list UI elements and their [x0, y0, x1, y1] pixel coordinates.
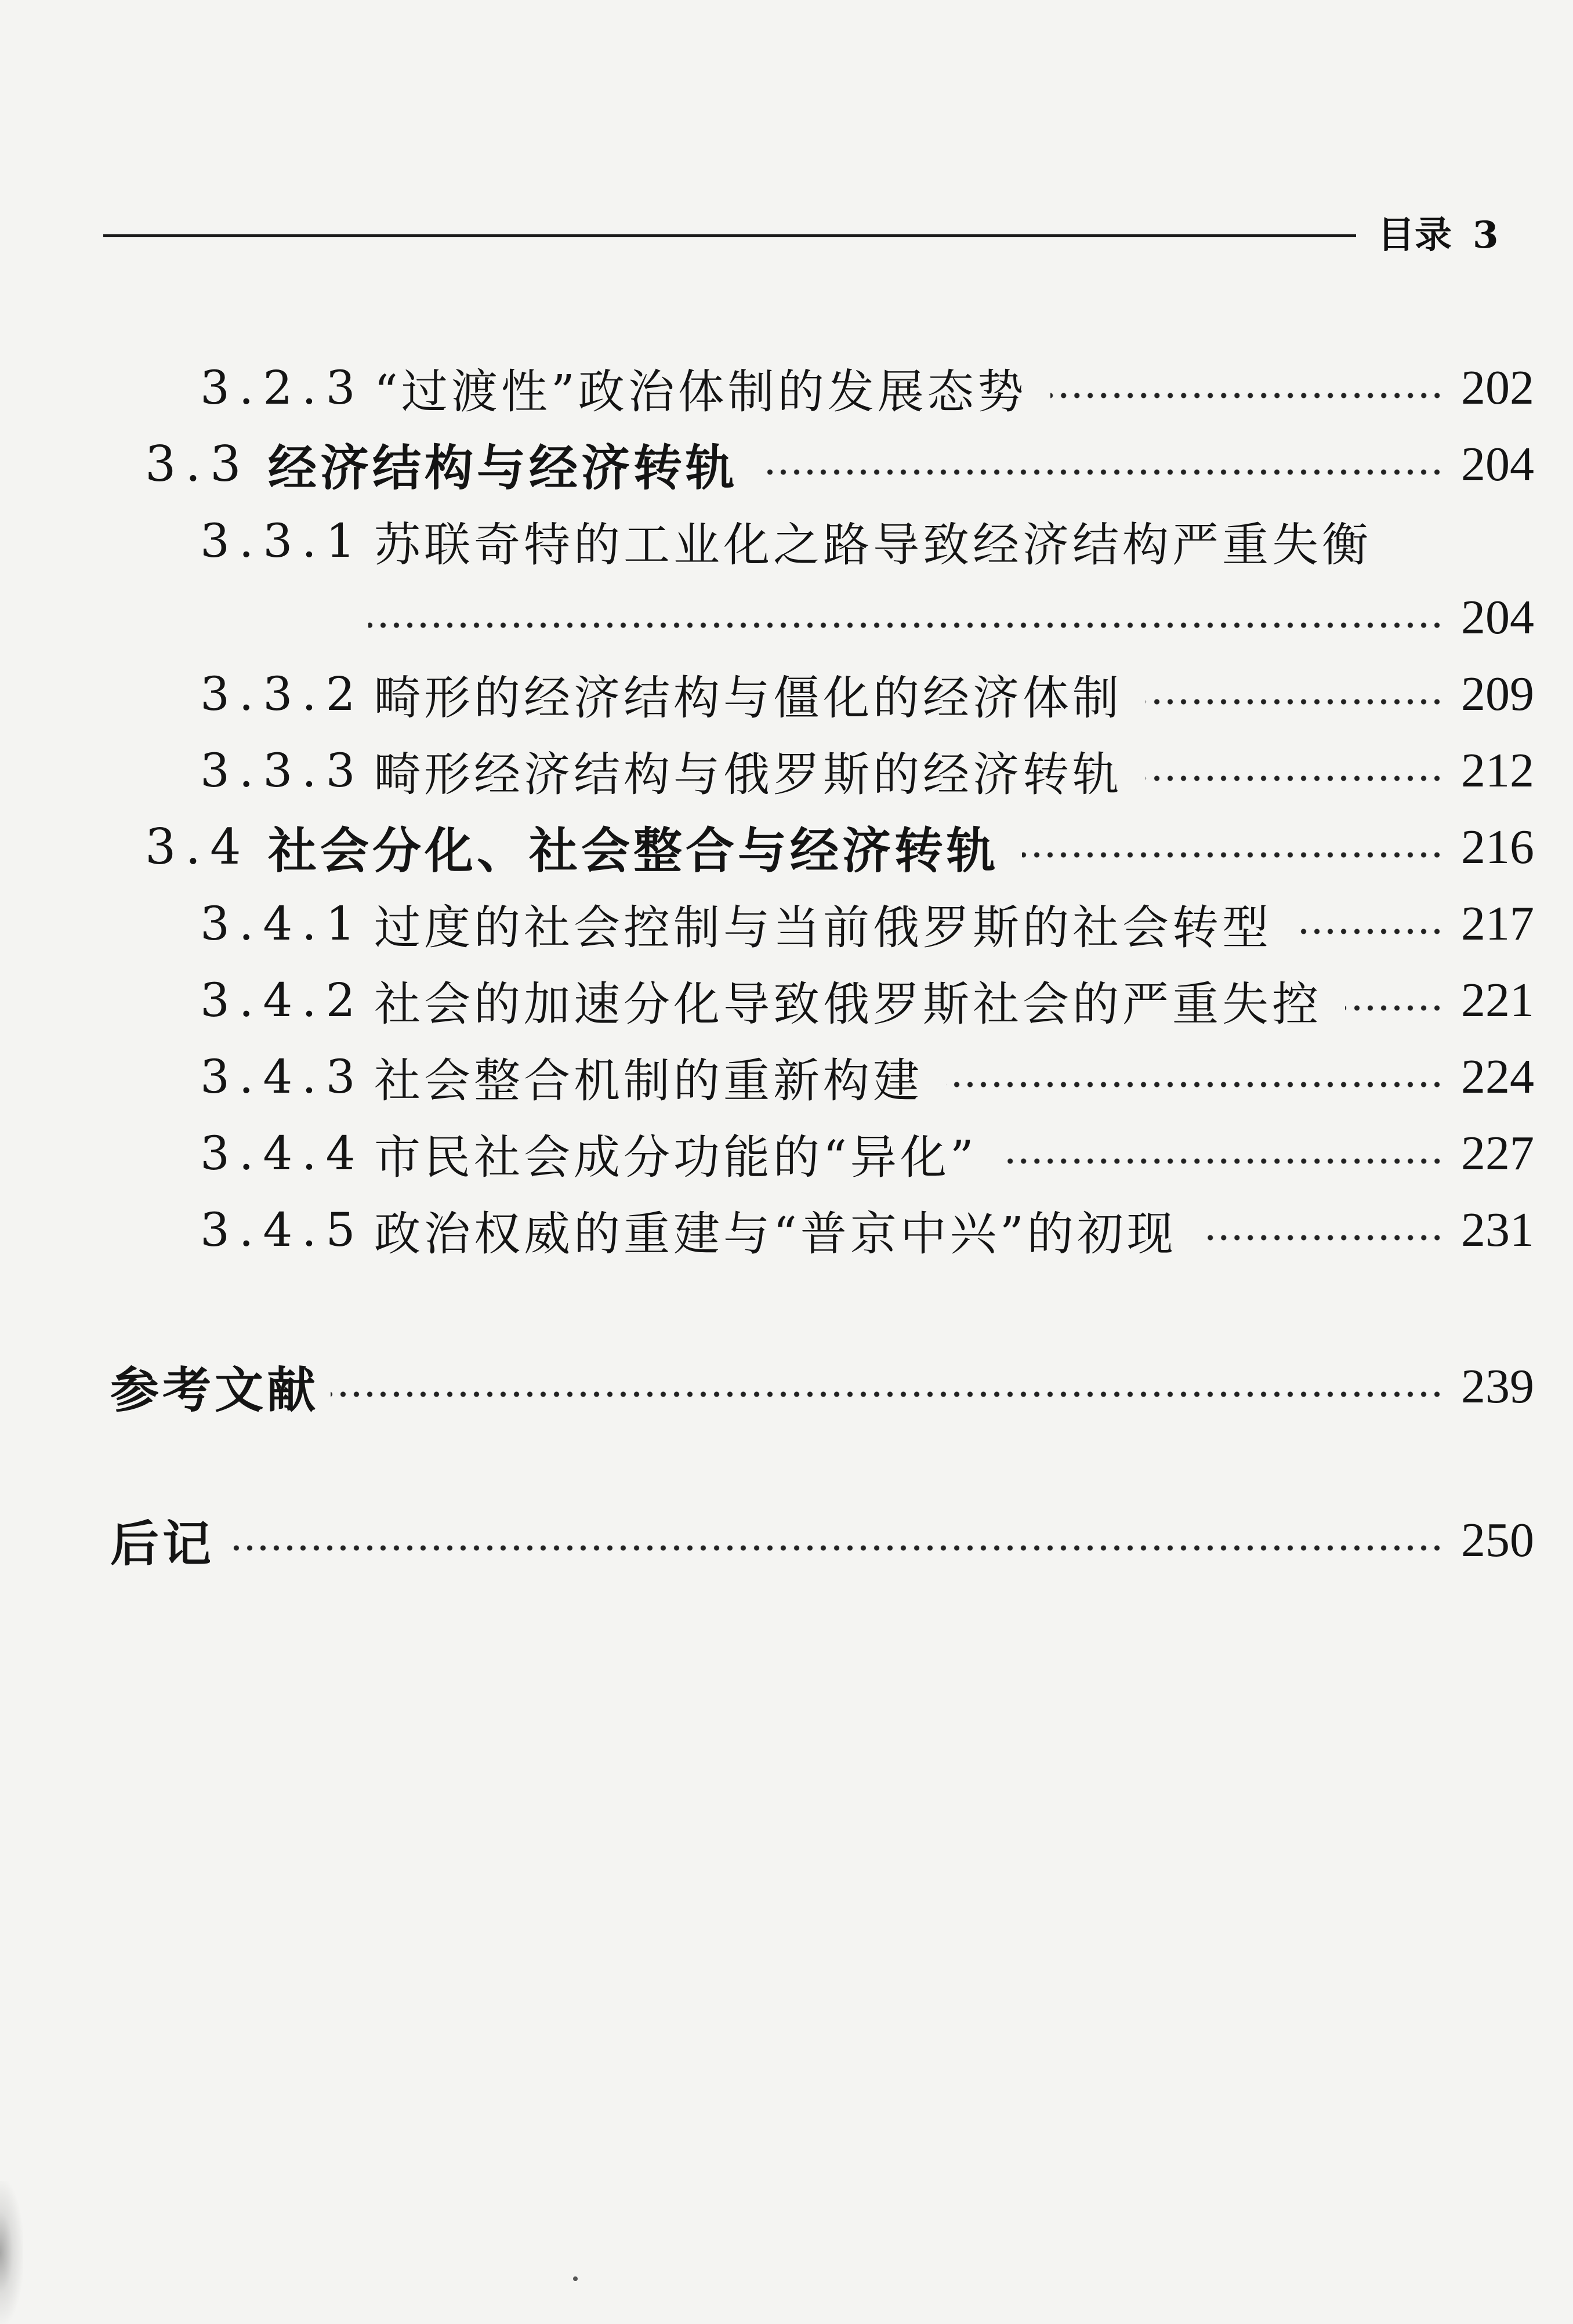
toc-entry-3-4-3[interactable]	[200, 1042, 1534, 1111]
toc-entry-page: 239	[1461, 1359, 1534, 1413]
toc-entry-page: 204	[1461, 590, 1534, 644]
toc-entry-number: 3.3.1	[200, 513, 365, 568]
toc-entry-number: 3.4.4	[200, 1126, 365, 1180]
header-rule	[103, 234, 1356, 237]
toc-entry-3-4-4[interactable]	[200, 1118, 1534, 1188]
toc-entry-title: 社会的加速分化导致俄罗斯社会的严重失控	[374, 977, 1322, 1031]
scan-edge-shadow	[0, 2181, 23, 2324]
toc-entry-3-4-5[interactable]	[200, 1195, 1534, 1264]
toc-entry-page: 204	[1461, 437, 1534, 491]
toc-entry-page: 250	[1461, 1513, 1534, 1567]
toc-entry-title: 社会整合机制的重新构建	[374, 1053, 923, 1108]
toc-entry-number: 3.3	[145, 436, 251, 492]
dot-leader	[1050, 393, 1444, 398]
toc-entry-page: 224	[1461, 1049, 1534, 1104]
toc-entry-title: 经济结构与经济转轨	[268, 439, 738, 496]
toc-entry-3-3-1-continuation[interactable]	[368, 582, 1534, 652]
toc-entry-3-3[interactable]	[145, 429, 1534, 499]
toc-entry-number: 3.2.3	[200, 360, 365, 415]
dot-leader	[331, 1391, 1444, 1397]
dot-leader	[1345, 1005, 1444, 1011]
toc-entry-number: 3.3.3	[200, 743, 365, 797]
toc-entry-3-4[interactable]	[145, 812, 1534, 882]
toc-entry-page: 212	[1461, 743, 1534, 797]
dot-leader	[1200, 1235, 1444, 1241]
toc-entry-title: 过度的社会控制与当前俄罗斯的社会转型	[374, 900, 1272, 955]
toc-entry-3-3-1[interactable]	[200, 506, 1534, 575]
dot-leader	[1022, 852, 1444, 858]
toc-entry-number: 3.4	[145, 818, 251, 875]
toc-entry-page: 217	[1461, 896, 1534, 951]
dot-leader	[368, 622, 1444, 628]
toc-entry-page: 227	[1461, 1126, 1534, 1180]
dot-leader	[1295, 929, 1444, 934]
dot-leader	[1146, 775, 1444, 781]
toc-entry-3-4-2[interactable]	[200, 965, 1534, 1035]
dot-leader	[761, 469, 1444, 475]
dot-leader	[1146, 699, 1444, 705]
dot-leader	[226, 1545, 1444, 1551]
toc-entry-title: 畸形经济结构与俄罗斯的经济转轨	[374, 747, 1122, 802]
toc-entry-page: 231	[1461, 1202, 1534, 1257]
toc-entry-3-3-2[interactable]	[200, 659, 1534, 728]
running-header-page: 3	[1473, 213, 1499, 257]
toc-entry-title: 市民社会成分功能的“异化”	[374, 1130, 977, 1184]
running-header	[1378, 215, 1499, 256]
toc-entry-postscript[interactable]	[110, 1505, 1534, 1575]
toc-entry-number: 3.4.1	[200, 896, 365, 951]
toc-entry-3-2-3[interactable]	[200, 353, 1534, 422]
toc-entry-title: “过渡性”政治体制的发展态势	[374, 364, 1027, 419]
toc-entry-number: 3.4.2	[200, 973, 365, 1027]
toc-entry-page: 209	[1461, 666, 1534, 721]
running-header-label: 目录	[1378, 214, 1452, 257]
toc-entry-page: 221	[1461, 973, 1534, 1027]
toc-entry-title: 后记	[110, 1515, 215, 1572]
toc-entry-title: 参考文献	[110, 1361, 320, 1419]
toc-entry-references[interactable]	[110, 1351, 1534, 1421]
toc-entry-title: 政治权威的重建与“普京中兴”的初现	[374, 1206, 1177, 1261]
toc-entry-3-4-1[interactable]	[200, 889, 1534, 958]
dot-leader	[1001, 1158, 1444, 1164]
toc-entry-title: 苏联奇特的工业化之路导致经济结构严重失衡	[374, 517, 1372, 572]
toc-entry-number: 3.3.2	[200, 666, 365, 721]
toc-entry-title: 畸形的经济结构与僵化的经济体制	[374, 670, 1122, 725]
toc-entry-page: 216	[1461, 820, 1534, 874]
scan-speck	[573, 2276, 578, 2281]
toc-entry-title: 社会分化、社会整合与经济转轨	[268, 822, 999, 879]
toc-entry-number: 3.4.5	[200, 1202, 365, 1257]
toc-entry-3-3-3[interactable]	[200, 735, 1534, 805]
toc-entry-number: 3.4.3	[200, 1049, 365, 1104]
toc-entry-page: 202	[1461, 360, 1534, 415]
dot-leader	[946, 1082, 1444, 1087]
